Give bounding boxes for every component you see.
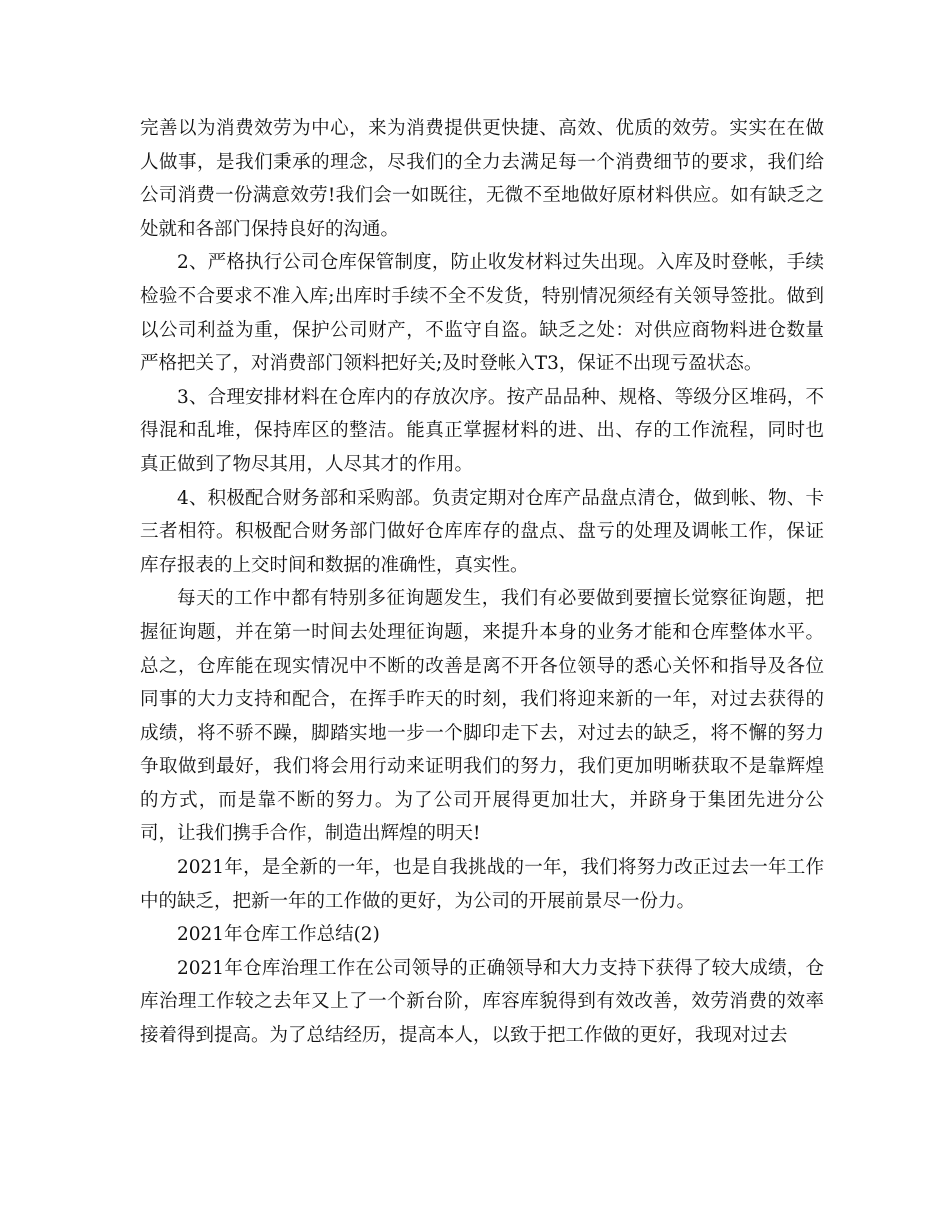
paragraph-service-intro: 完善以为消费效劳为中心，来为消费提供更快捷、高效、优质的效劳。实实在在做人做事，是我们秉承的理念，尽我们的全力去满足每一个消费细节的要求，我们给公司消费一份满意效劳!我们会一如既往，无微不至地做好原材料供应。如有缺乏之处就和各部门保持良好的沟通。 xyxy=(140,118,824,240)
paragraph-daily-work-summary: 每天的工作中都有特别多征询题发生，我们有必要做到要擅长觉察征询题，把握征询题，并在第一时间去处理征询题，来提升本身的业务才能和仓库整体水平。总之，仓库能在现实情况中不断的改善是离不开各位领导的悉心关怀和指导及各位同事的大力支持和配合，在挥手昨天的时刻，我们将迎来新的一年，对过去获得的成绩，将不骄不躁，脚踏实地一步一个脚印走下去，对过去的缺乏，将不懈的努力争取做到最好，我们将会用行动来证明我们的努力，我们更加明晰获取不是靠辉煌的方式，而是靠不断的努力。为了公司开展得更加壮大，并跻身于集团先进分公司，让我们携手合作，制造出辉煌的明天! xyxy=(140,588,824,845)
paragraph-warehouse-management-2021: 2021年仓库治理工作在公司领导的正确领导和大力支持下获得了较大成绩，仓库治理工作较之去年又上了一个新台阶，库容库貌得到有效改善，效劳消费的效率接着得到提高。为了总结经历，提高本人，以致于把工作做的更好，我现对过去 xyxy=(140,957,824,1047)
paragraph-item-2-storage-rules: 2、严格执行公司仓库保管制度，防止收发材料过失出现。入库及时登帐，手续检验不合要求不准入库;出库时手续不全不发货，特别情况须经有关领导签批。做到以公司利益为重，保护公司财产，不监守自盗。缺乏之处：对供应商物料进仓数量严格把关了，对消费部门领料把好关;及时登帐入T3，保证不出现亏盈状态。 xyxy=(140,252,824,375)
document-page xyxy=(140,112,824,1053)
paragraph-new-year-outlook: 2021年，是全新的一年，也是自我挑战的一年，我们将努力改正过去一年工作中的缺乏，把新一年的工作做的更好，为公司的开展前景尽一份力。 xyxy=(140,857,824,912)
paragraph-item-4-finance-cooperation: 4、积极配合财务部和采购部。负责定期对仓库产品盘点清仓，做到帐、物、卡三者相符。积极配合财务部门做好仓库库存的盘点、盘亏的处理及调帐工作，保证库存报表的上交时间和数据的准确性，真实性。 xyxy=(140,487,824,576)
paragraph-item-3-material-order: 3、合理安排材料在仓库内的存放次序。按产品品种、规格、等级分区堆码，不得混和乱堆，保持库区的整洁。能真正掌握材料的进、出、存的工作流程，同时也真正做到了物尽其用，人尽其才的作用。 xyxy=(140,386,824,475)
section-heading-summary-2: 2021年仓库工作总结(2) xyxy=(177,924,380,946)
